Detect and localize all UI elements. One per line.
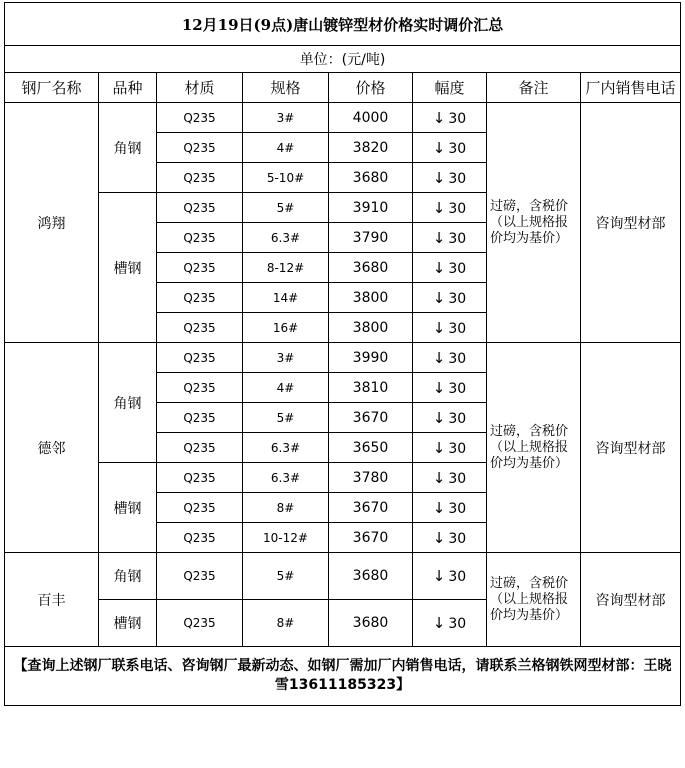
change-cell xyxy=(413,223,487,253)
unit-label: 单位：(元/吨) xyxy=(5,46,681,73)
change-cell xyxy=(413,103,487,133)
header-phone: 厂内销售电话 xyxy=(581,73,681,103)
price-cell: 3780 xyxy=(329,463,413,493)
down-arrow-icon: ↓ xyxy=(432,378,446,397)
change-cell xyxy=(413,463,487,493)
price-cell: 4000 xyxy=(329,103,413,133)
down-arrow-icon: ↓ xyxy=(432,228,446,247)
header-price: 价格 xyxy=(329,73,413,103)
spec-cell: 3# xyxy=(243,343,329,373)
change-value: 30 xyxy=(448,616,467,632)
down-arrow-icon: ↓ xyxy=(432,348,446,367)
change-cell xyxy=(413,343,487,373)
spec-cell: 5-10# xyxy=(243,163,329,193)
down-arrow-icon: ↓ xyxy=(432,168,446,187)
spec-cell: 5# xyxy=(243,193,329,223)
material-cell: Q235 xyxy=(157,163,243,193)
change-value: 30 xyxy=(448,170,467,187)
down-arrow-icon: ↓ xyxy=(432,567,446,585)
remark-cell: 过磅，含税价（以上规格报价均为基价） xyxy=(487,103,581,343)
spec-cell: 5# xyxy=(243,553,329,600)
header-mill: 钢厂名称 xyxy=(5,73,99,103)
change-cell xyxy=(413,523,487,553)
header-kind: 品种 xyxy=(99,73,157,103)
price-cell: 3820 xyxy=(329,133,413,163)
material-cell: Q235 xyxy=(157,343,243,373)
header-material: 材质 xyxy=(157,73,243,103)
material-cell: Q235 xyxy=(157,493,243,523)
change-cell xyxy=(413,253,487,283)
change-cell xyxy=(413,403,487,433)
down-arrow-icon: ↓ xyxy=(432,438,446,457)
change-cell xyxy=(413,373,487,403)
change-value: 30 xyxy=(448,569,467,585)
product-kind: 槽钢 xyxy=(99,600,157,647)
change-value: 30 xyxy=(448,350,467,367)
material-cell: Q235 xyxy=(157,223,243,253)
spec-cell: 14# xyxy=(243,283,329,313)
change-cell xyxy=(413,163,487,193)
down-arrow-icon: ↓ xyxy=(432,408,446,427)
spec-cell: 4# xyxy=(243,373,329,403)
spec-cell: 4# xyxy=(243,133,329,163)
change-value: 30 xyxy=(448,410,467,427)
change-value: 30 xyxy=(448,290,467,307)
change-cell xyxy=(413,283,487,313)
change-cell xyxy=(413,433,487,463)
price-cell: 3990 xyxy=(329,343,413,373)
change-value: 30 xyxy=(448,230,467,247)
material-cell: Q235 xyxy=(157,373,243,403)
change-cell xyxy=(413,600,487,647)
header-row xyxy=(5,73,681,103)
price-cell: 3670 xyxy=(329,493,413,523)
page-title: 12月19日(9点)唐山镀锌型材价格实时调价汇总 xyxy=(5,3,681,46)
material-cell: Q235 xyxy=(157,463,243,493)
change-value: 30 xyxy=(448,200,467,217)
table-row xyxy=(5,343,681,373)
spec-cell: 6.3# xyxy=(243,223,329,253)
down-arrow-icon: ↓ xyxy=(432,138,446,157)
product-kind: 槽钢 xyxy=(99,193,157,343)
change-value: 30 xyxy=(448,110,467,127)
down-arrow-icon: ↓ xyxy=(432,288,446,307)
down-arrow-icon: ↓ xyxy=(432,318,446,337)
price-cell: 3670 xyxy=(329,403,413,433)
mill-name: 德邻 xyxy=(5,343,99,553)
remark-cell: 过磅，含税价（以上规格报价均为基价） xyxy=(487,553,581,647)
material-cell: Q235 xyxy=(157,283,243,313)
product-kind: 角钢 xyxy=(99,103,157,193)
spec-cell: 5# xyxy=(243,403,329,433)
remark-cell: 过磅，含税价（以上规格报价均为基价） xyxy=(487,343,581,553)
spec-cell: 3# xyxy=(243,103,329,133)
spec-cell: 8# xyxy=(243,600,329,647)
change-cell xyxy=(413,313,487,343)
down-arrow-icon: ↓ xyxy=(432,528,446,547)
price-cell: 3810 xyxy=(329,373,413,403)
spec-cell: 8# xyxy=(243,493,329,523)
material-cell: Q235 xyxy=(157,433,243,463)
price-cell: 3680 xyxy=(329,163,413,193)
change-cell xyxy=(413,133,487,163)
down-arrow-icon: ↓ xyxy=(432,258,446,277)
mill-name: 鸿翔 xyxy=(5,103,99,343)
product-kind: 角钢 xyxy=(99,343,157,463)
sales-phone-cell: 咨询型材部 xyxy=(581,343,681,553)
table-row xyxy=(5,553,681,600)
material-cell: Q235 xyxy=(157,403,243,433)
footer-row xyxy=(5,647,681,706)
change-value: 30 xyxy=(448,500,467,517)
spec-cell: 16# xyxy=(243,313,329,343)
header-note: 备注 xyxy=(487,73,581,103)
material-cell: Q235 xyxy=(157,253,243,283)
material-cell: Q235 xyxy=(157,193,243,223)
product-kind: 角钢 xyxy=(99,553,157,600)
price-cell: 3680 xyxy=(329,600,413,647)
spec-cell: 8-12# xyxy=(243,253,329,283)
mill-name: 百丰 xyxy=(5,553,99,647)
change-value: 30 xyxy=(448,380,467,397)
change-value: 30 xyxy=(448,470,467,487)
down-arrow-icon: ↓ xyxy=(432,468,446,487)
table-row xyxy=(5,103,681,133)
sales-phone-cell: 咨询型材部 xyxy=(581,553,681,647)
price-cell: 3800 xyxy=(329,283,413,313)
change-value: 30 xyxy=(448,140,467,157)
change-cell xyxy=(413,553,487,600)
change-value: 30 xyxy=(448,530,467,547)
price-cell: 3790 xyxy=(329,223,413,253)
header-spec: 规格 xyxy=(243,73,329,103)
down-arrow-icon: ↓ xyxy=(432,498,446,517)
price-cell: 3670 xyxy=(329,523,413,553)
material-cell: Q235 xyxy=(157,600,243,647)
material-cell: Q235 xyxy=(157,553,243,600)
material-cell: Q235 xyxy=(157,523,243,553)
change-value: 30 xyxy=(448,260,467,277)
product-kind: 槽钢 xyxy=(99,463,157,553)
price-cell: 3680 xyxy=(329,253,413,283)
down-arrow-icon: ↓ xyxy=(432,614,446,632)
contact-footer: 【查询上述钢厂联系电话、咨询钢厂最新动态、如钢厂需加厂内销售电话，请联系兰格钢铁网型材部：王晓雪13611185323】 xyxy=(5,647,681,706)
spec-cell: 6.3# xyxy=(243,463,329,493)
spec-cell: 6.3# xyxy=(243,433,329,463)
change-cell xyxy=(413,193,487,223)
change-value: 30 xyxy=(448,320,467,337)
down-arrow-icon: ↓ xyxy=(432,108,446,127)
spec-cell: 10-12# xyxy=(243,523,329,553)
change-value: 30 xyxy=(448,440,467,457)
price-cell: 3680 xyxy=(329,553,413,600)
change-cell xyxy=(413,493,487,523)
material-cell: Q235 xyxy=(157,133,243,163)
price-cell: 3650 xyxy=(329,433,413,463)
material-cell: Q235 xyxy=(157,103,243,133)
material-cell: Q235 xyxy=(157,313,243,343)
sales-phone-cell: 咨询型材部 xyxy=(581,103,681,343)
price-cell: 3910 xyxy=(329,193,413,223)
price-summary-table xyxy=(4,2,681,706)
down-arrow-icon: ↓ xyxy=(432,198,446,217)
header-change: 幅度 xyxy=(413,73,487,103)
price-cell: 3800 xyxy=(329,313,413,343)
